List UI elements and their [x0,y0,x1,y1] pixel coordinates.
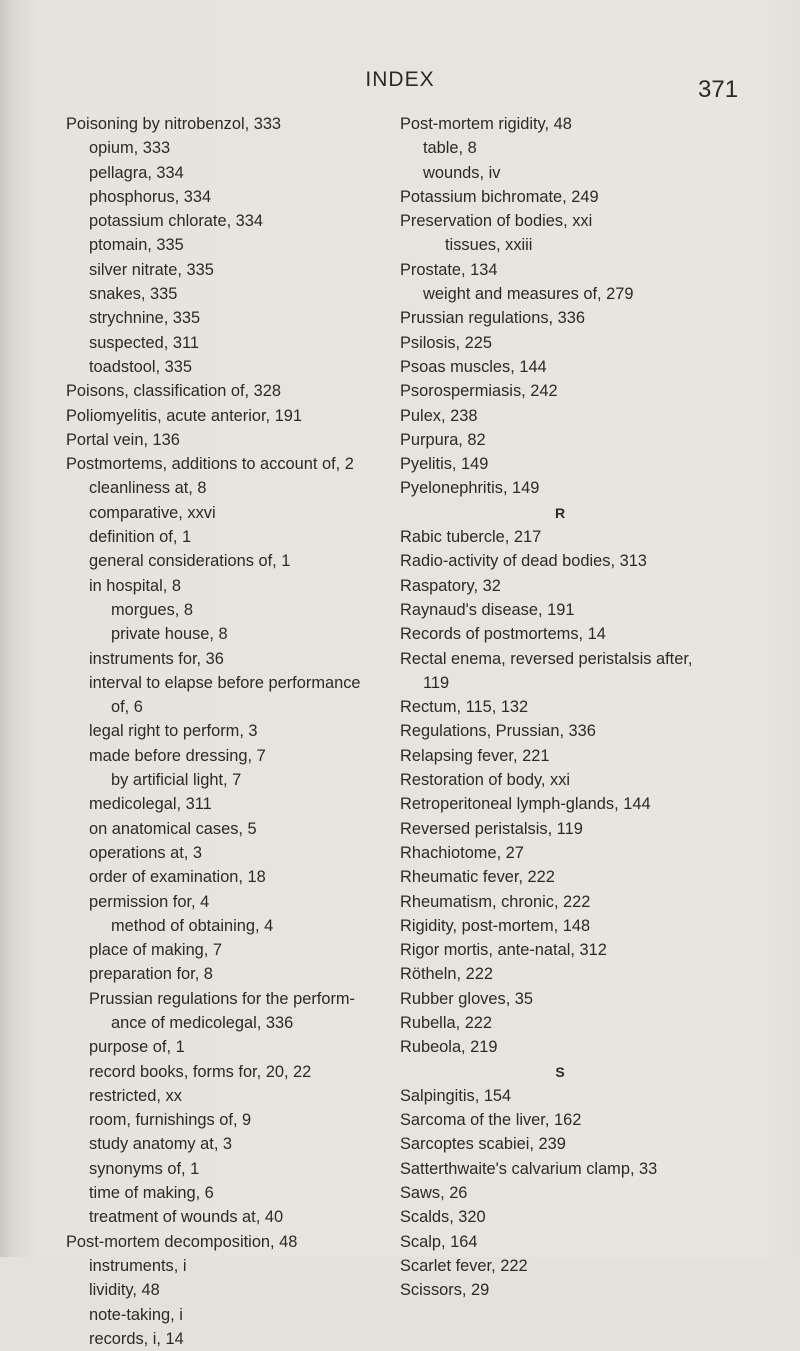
index-subentry: note-taking, i [89,1305,183,1324]
index-subentry: definition of, 1 [89,528,192,547]
index-entry: Rötheln, 222 [400,965,493,984]
page-header [0,62,800,102]
index-subentry: 119 [423,673,450,692]
index-entry: Radio-activity of dead bodies, 313 [400,552,647,571]
index-entry: Portal vein, 136 [66,430,180,449]
index-subentry: permission for, 4 [89,892,210,911]
index-subentry: ance of medicolegal, 336 [111,1013,294,1032]
index-subentry: place of making, 7 [89,941,223,960]
index-entry: Rectal enema, reversed peristalsis after, [400,649,693,668]
index-entry: Rectum, 115, 132 [400,698,529,717]
index-subentry: Prussian regulations for the perform- [89,989,356,1008]
index-entry: Raspatory, 32 [400,576,501,595]
index-entry: Retroperitoneal lymph-glands, 144 [400,795,651,814]
index-entry: Pyelonephritis, 149 [400,479,540,498]
index-entry: Rigidity, post-mortem, 148 [400,916,591,935]
index-subentry: record books, forms for, 20, 22 [89,1062,312,1081]
index-subentry: lividity, 48 [89,1281,160,1300]
index-subentry: instruments, i [89,1256,187,1275]
index-subentry: weight and measures of, 279 [423,285,634,304]
index-subentry: order of examination, 18 [89,868,266,887]
index-entry: Salpingitis, 154 [400,1086,512,1105]
index-subentry: morgues, 8 [111,600,193,619]
index-subentry: suspected, 311 [89,333,199,352]
index-entry: Sarcoptes scabiei, 239 [400,1135,566,1154]
index-subentry: comparative, xxvi [89,503,216,522]
index-entry: Prussian regulations, 336 [400,309,585,328]
index-subentry: in hospital, 8 [89,576,182,595]
index-subentry: time of making, 6 [89,1184,214,1203]
index-entry: Rigor mortis, ante-natal, 312 [400,941,607,960]
running-title: INDEX [365,68,435,91]
index-subentry: by artificial light, 7 [111,771,242,790]
index-entry: Psilosis, 225 [400,333,493,352]
index-entry: Rubella, 222 [400,1013,493,1032]
index-subentry: medicolegal, 311 [89,795,212,814]
index-entry: Prostate, 134 [400,260,498,279]
index-entry: Scarlet fever, 222 [400,1256,528,1275]
index-entry: Raynaud's disease, 191 [400,600,575,619]
index-subentry: tissues, xxiii [445,236,533,255]
index-subentry: on anatomical cases, 5 [89,819,257,838]
index-entry: Poisons, classification of, 328 [66,382,282,401]
index-entry: Sarcoma of the liver, 162 [400,1111,582,1130]
index-subentry: method of obtaining, 4 [111,916,274,935]
index-subentry: wounds, iv [423,163,501,182]
index-subentry: treatment of wounds at, 40 [89,1208,284,1227]
index-entry: Scalds, 320 [400,1208,486,1227]
index-entry: Pyelitis, 149 [400,455,489,474]
index-section-letter: S [555,1063,565,1080]
index-subentry: synonyms of, 1 [89,1159,200,1178]
index-entry: Poliomyelitis, acute anterior, 191 [66,406,302,425]
index-subentry: opium, 333 [89,139,171,158]
index-entry: Rhachiotome, 27 [400,843,524,862]
index-entry: Psorospermiasis, 242 [400,382,558,401]
index-entry: Purpura, 82 [400,430,486,449]
index-subentry: instruments for, 36 [89,649,224,668]
index-entry: Rubeola, 219 [400,1038,498,1057]
index-subentry: restricted, xx [89,1086,182,1105]
index-entry: Saws, 26 [400,1184,468,1203]
index-entry: Rheumatic fever, 222 [400,868,555,887]
index-subentry: table, 8 [423,139,477,158]
index-entry: Satterthwaite's calvarium clamp, 33 [400,1159,658,1178]
index-subentry: ptomain, 335 [89,236,184,255]
index-subentry: toadstool, 335 [89,357,192,376]
index-subentry: interval to elapse before performance [89,673,361,692]
index-entry: Scissors, 29 [400,1281,490,1300]
index-entry: Rheumatism, chronic, 222 [400,892,591,911]
index-subentry: private house, 8 [111,625,228,644]
index-entry: Pulex, 238 [400,406,478,425]
index-entry: Poisoning by nitrobenzol, 333 [66,115,282,133]
index-subentry: general considerations of, 1 [89,552,291,571]
index-subentry: cleanliness at, 8 [89,479,207,498]
index-subentry: potassium chlorate, 334 [89,212,264,231]
index-entry: Records of postmortems, 14 [400,625,606,644]
index-entry: Post-mortem decomposition, 48 [66,1232,298,1251]
index-entry: Rubber gloves, 35 [400,989,534,1008]
index-subentry: room, furnishings of, 9 [89,1111,252,1130]
index-subentry: of, 6 [111,698,143,717]
index-entry: Postmortems, additions to account of, 2 [66,455,354,474]
index-subentry: preparation for, 8 [89,965,213,984]
index-subentry: pellagra, 334 [89,163,184,182]
index-entry: Rabic tubercle, 217 [400,528,542,547]
index-subentry: strychnine, 335 [89,309,201,328]
index-subentry: phosphorus, 334 [89,187,212,206]
index-entry: Psoas muscles, 144 [400,357,547,376]
index-subentry: purpose of, 1 [89,1038,185,1057]
page-number: 371 [698,76,739,103]
index-entry: Restoration of body, xxi [400,771,571,790]
index-column-left [66,112,406,1351]
index-subentry: silver nitrate, 335 [89,260,214,279]
index-section-letter: R [554,504,566,521]
index-subentry: records, i, 14 [89,1329,184,1348]
index-subentry: made before dressing, 7 [89,746,266,765]
index-subentry: snakes, 335 [89,285,178,304]
index-entry: Potassium bichromate, 249 [400,187,599,206]
index-entry: Preservation of bodies, xxi [400,212,593,231]
index-entry: Regulations, Prussian, 336 [400,722,596,741]
index-entry: Reversed peristalsis, 119 [400,819,583,838]
index-subentry: legal right to perform, 3 [89,722,258,741]
index-subentry: operations at, 3 [89,843,202,862]
index-entry: Scalp, 164 [400,1232,478,1251]
index-entry: Post-mortem rigidity, 48 [400,115,572,133]
index-column-right [400,112,798,1303]
index-entry: Relapsing fever, 221 [400,746,550,765]
index-subentry: study anatomy at, 3 [89,1135,233,1154]
